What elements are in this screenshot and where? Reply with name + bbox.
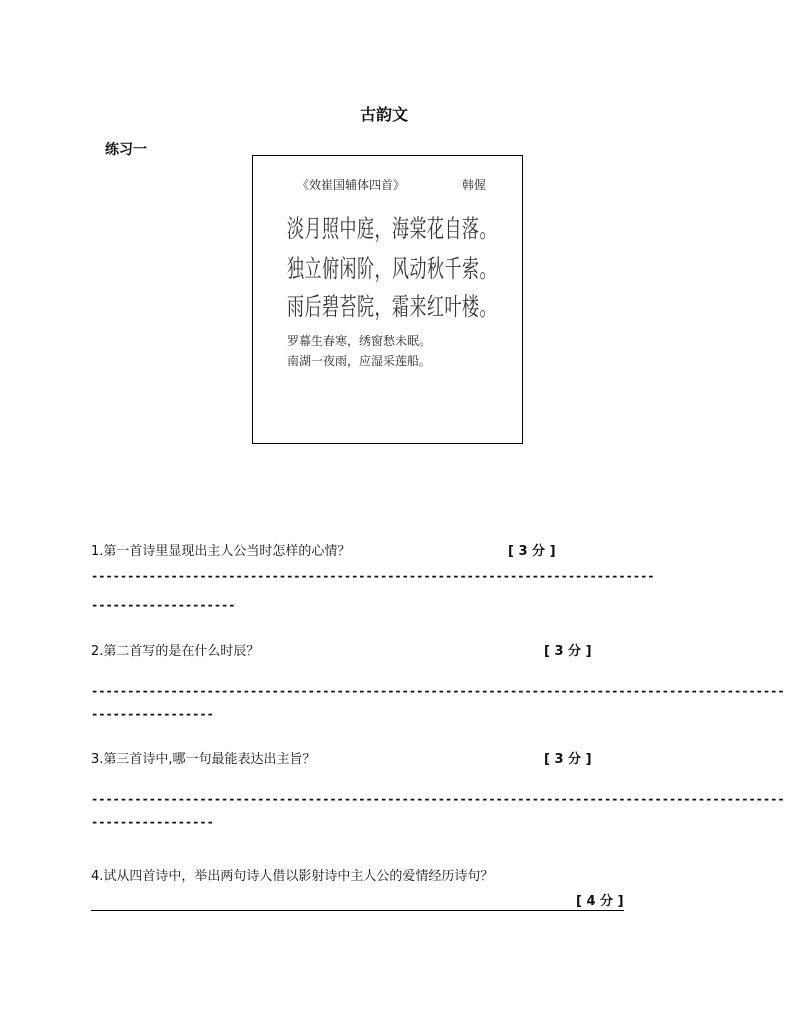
poem-line: 独立俯闲阶，风动秋千索。 bbox=[287, 255, 497, 285]
answer-dash-line[interactable]: ------------------------------------------------------------------------------ bbox=[91, 569, 655, 583]
question-3: 3.第三首诗中,哪一句最能表达出主旨？ bbox=[91, 752, 316, 767]
question-4-score: [ 4 分 ] bbox=[576, 894, 624, 909]
question-1-score: [ 3 分 ] bbox=[508, 544, 556, 559]
question-3-score: [ 3 分 ] bbox=[544, 752, 592, 767]
poem-line: 淡月照中庭，海棠花自落。 bbox=[287, 215, 497, 245]
poem-line: 南湖一夜雨，应湿采莲船。 bbox=[287, 354, 432, 368]
question-4: 4.试从四首诗中，举出两句诗人借以影射诗中主人公的爱情经历诗句？ bbox=[91, 869, 494, 884]
answer-dash-line[interactable]: -------------------- bbox=[91, 598, 236, 612]
exercise-label: 练习一 bbox=[105, 142, 147, 158]
answer-dash-line[interactable]: ------------------------------------------------------------------------------------------------ bbox=[91, 792, 785, 806]
answer-dash-line[interactable]: ----------------- bbox=[91, 707, 214, 721]
page-title: 古韵文 bbox=[359, 105, 408, 124]
answer-dash-line[interactable]: ------------------------------------------------------------------------------------------------ bbox=[91, 684, 785, 698]
question-2-score: [ 3 分 ] bbox=[544, 644, 592, 659]
poem-title: 《效崔国辅体四首》 bbox=[297, 178, 406, 192]
poem-line: 罗幕生春寒，绣窗愁未眠。 bbox=[287, 334, 432, 348]
poem-author: 韩偓 bbox=[462, 178, 487, 192]
question-2: 2.第二首写的是在什么时辰？ bbox=[91, 644, 260, 659]
poem-box bbox=[252, 155, 523, 444]
poem-line: 雨后碧苔院，霜来红叶楼。 bbox=[287, 293, 497, 323]
question-1: 1.第一首诗里显现出主人公当时怎样的心情？ bbox=[91, 544, 351, 559]
answer-line[interactable] bbox=[91, 910, 624, 911]
answer-dash-line[interactable]: ----------------- bbox=[91, 815, 214, 829]
